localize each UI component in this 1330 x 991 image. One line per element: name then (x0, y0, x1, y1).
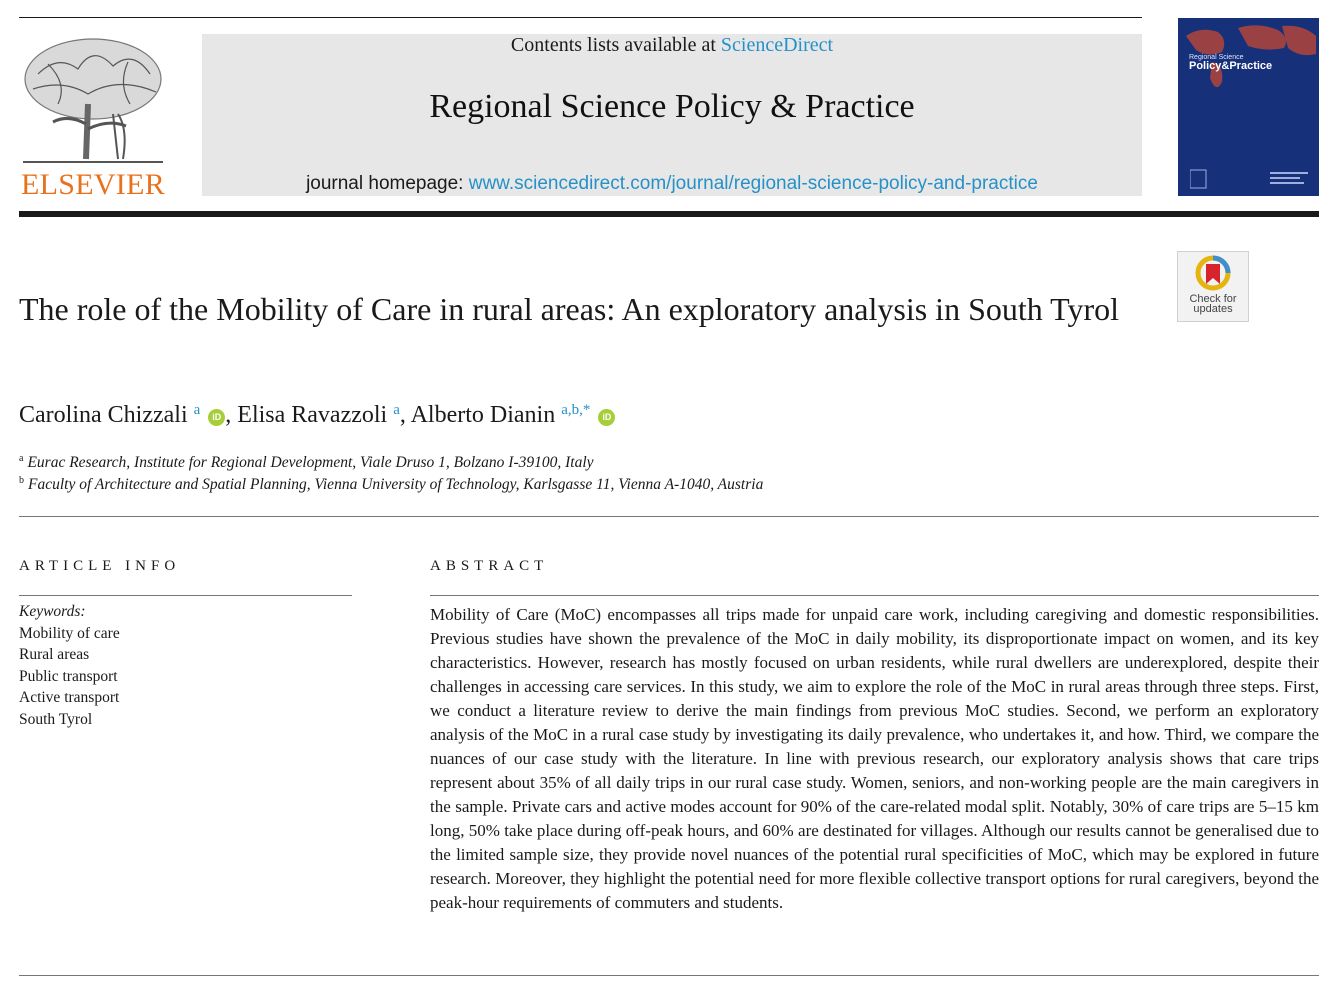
orcid-icon[interactable]: iD (208, 409, 225, 426)
abstract-text: Mobility of Care (MoC) encompasses all trips made for unpaid care work, including caregiving and domestic responsibilities. Previous studies have shown the prevalence of the MoC in daily mobility, its disproportionate impact on women, and its key characteristics. However, research has mostly focused on urban residents, while rural dwellers are underexplored, despite their challenges in accessing care services. In this study, we aim to explore the role of the MoC in rural areas through three steps. First, we conduct a literature review to derive the main findings from previous MoC studies. Second, we perform an exploratory analysis of the MoC in a rural case study by investigating its daily prevalence, who undertakes it, and how. Third, we compare the nuances of our case study with the literature. In line with previous research, our exploratory analysis shows that care trips represent about 35% of all daily trips in our rural case study. Women, seniors, and non-working people are the main caregivers in the sample. Private cars and active modes account for 90% of the care-related modal split. Notably, 30% of care trips are 5–15 km long, 50% take place during off-peak hours, and 60% are destinated for villages. Although our results cannot be generalised due to the limited sample size, they provide novel nuances of the potential rural specificities of MoC, which may be explored in future research. Moreover, they highlight the potential need for more flexible collective transport options for rural caregivers, beyond the peak-hour requirements of commuters and students. (430, 605, 1319, 912)
contents-line (202, 34, 1142, 57)
cover-subtitle: Regional Science (1189, 54, 1244, 61)
check-updates-label: Check for updates (1189, 293, 1237, 315)
affiliation (19, 453, 594, 472)
author-name[interactable]: Carolina Chizzali (19, 402, 188, 428)
homepage-prefix: journal homepage: (306, 173, 469, 194)
elsevier-wordmark: ELSEVIER (20, 168, 166, 201)
affiliation-mark: a (19, 453, 24, 464)
section-rule (19, 516, 1319, 517)
author-affiliation-mark[interactable]: a (193, 402, 201, 418)
keyword: Public transport (19, 668, 118, 685)
keyword: Rural areas (19, 646, 90, 663)
article-info-heading: ARTICLE INFO (19, 558, 181, 574)
bottom-rule (19, 975, 1319, 976)
homepage-line (202, 173, 1142, 195)
author-name[interactable]: Elisa Ravazzoli (237, 402, 388, 428)
check-for-updates-button[interactable] (1177, 251, 1249, 322)
keywords-label: Keywords: (19, 603, 86, 620)
keyword: South Tyrol (19, 711, 93, 728)
header-thick-rule (19, 211, 1319, 217)
cover-footer-logos-icon (1190, 168, 1308, 190)
homepage-link[interactable]: www.sciencedirect.com/journal/regional-science-policy-and-practice (468, 173, 1038, 194)
author-affiliation-mark[interactable]: a,b,* (561, 402, 591, 418)
author-affiliation-mark[interactable]: a (393, 402, 400, 418)
abstract-rule (430, 595, 1319, 596)
article-title: The role of the Mobility of Care in rural areas: An exploratory analysis in South Tyrol (19, 291, 1120, 327)
author-list (19, 402, 615, 429)
journal-name: Regional Science Policy & Practice (429, 88, 915, 125)
affiliation-mark: b (19, 475, 24, 486)
journal-banner (202, 34, 1142, 196)
contents-prefix: Contents lists available at (510, 34, 721, 56)
cover-title: Policy&Practice (1189, 60, 1273, 72)
author-name[interactable]: Alberto Dianin (410, 402, 556, 428)
top-rule (19, 17, 1142, 18)
keyword: Mobility of care (19, 625, 120, 642)
article-info-rule (19, 595, 352, 596)
elsevier-logo[interactable] (18, 34, 168, 199)
abstract-heading: ABSTRACT (430, 558, 549, 574)
elsevier-tree-icon (18, 34, 168, 166)
orcid-icon[interactable]: iD (598, 409, 615, 426)
affiliation-text: Faculty of Architecture and Spatial Planning, Vienna University of Technology, Karlsgasse 11, Vienna A-1040, Austria (28, 476, 764, 493)
keyword: Active transport (19, 689, 120, 706)
author-separator: , (225, 402, 238, 428)
journal-cover[interactable] (1178, 18, 1319, 196)
affiliation (19, 475, 763, 494)
check-updates-icon (1178, 252, 1248, 294)
sciencedirect-link[interactable]: ScienceDirect (720, 34, 834, 56)
affiliation-text: Eurac Research, Institute for Regional Development, Viale Druso 1, Bolzano I-39100, Italy (27, 454, 594, 471)
author-separator: , (399, 402, 411, 428)
